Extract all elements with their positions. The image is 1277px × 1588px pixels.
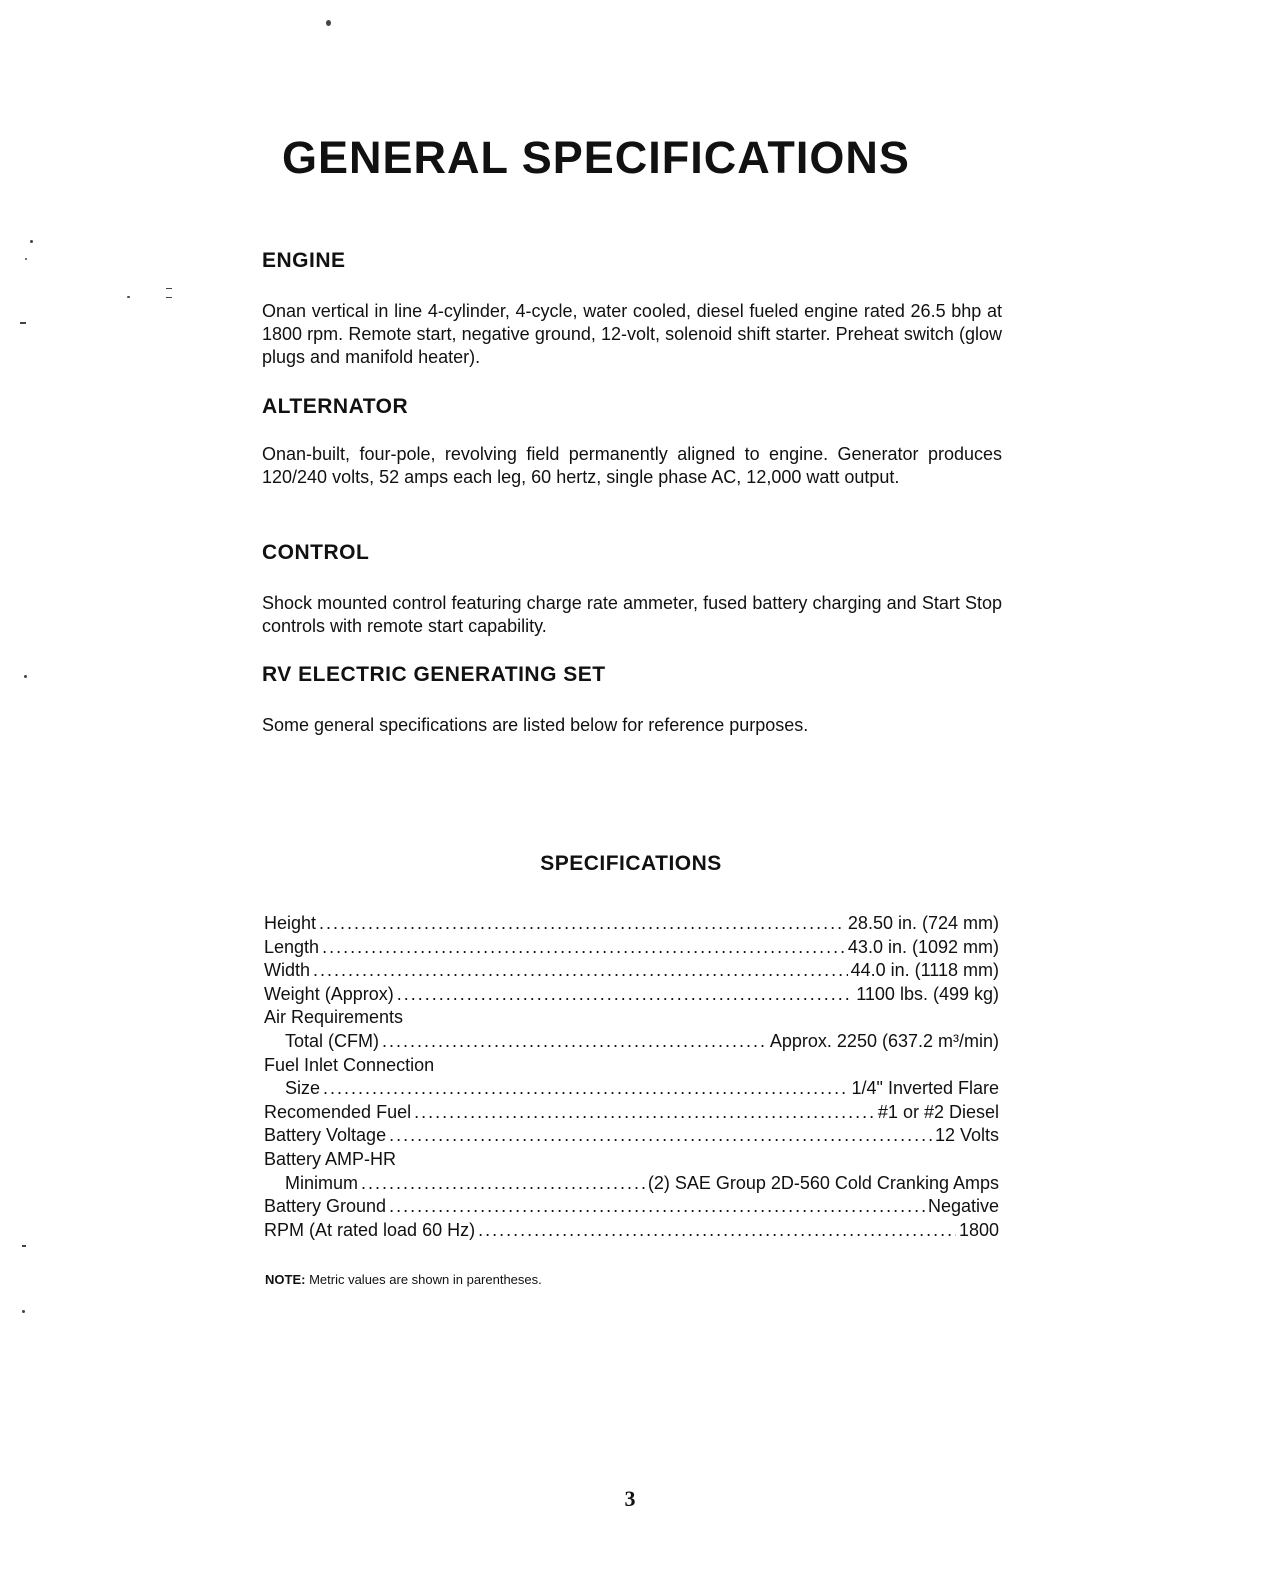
spec-label: Battery Ground [264, 1196, 387, 1217]
spec-value: 44.0 in. (1118 mm) [850, 960, 999, 981]
page-title: GENERAL SPECIFICATIONS [282, 132, 910, 183]
section-alternator [262, 394, 1002, 489]
spec-label: RPM (At rated load 60 Hz) [264, 1219, 476, 1240]
spec-value: 43.0 in. (1092 mm) [847, 936, 999, 957]
scan-speck [166, 288, 172, 289]
dot-leader [319, 912, 845, 936]
dot-leader [397, 983, 854, 1007]
dot-leader [313, 959, 848, 983]
section-body-rv: Some general specifications are listed below for reference purposes. [262, 715, 809, 735]
scan-speck [24, 675, 27, 678]
spec-label: Length [264, 936, 320, 957]
scan-speck [127, 296, 130, 298]
spec-label: Height [264, 913, 317, 933]
section-heading-control: CONTROL [262, 541, 370, 564]
scan-speck [25, 258, 27, 260]
spec-label: Battery Voltage [264, 1125, 387, 1146]
scan-speck [166, 297, 172, 298]
spec-row-width [264, 959, 999, 983]
spec-label: Weight (Approx) [264, 983, 394, 1004]
spec-value: 1800 [958, 1219, 999, 1240]
spec-row-recommended-fuel [264, 1101, 999, 1125]
section-heading-alternator: ALTERNATOR [262, 395, 409, 418]
metric-note [265, 1271, 542, 1289]
section-heading-rv: RV ELECTRIC GENERATING SET [262, 663, 606, 686]
spec-value: 1100 lbs. (499 kg) [856, 983, 999, 1004]
dot-leader [382, 1030, 767, 1054]
dot-leader [361, 1172, 645, 1196]
spec-row-battery-minimum [264, 1172, 999, 1196]
spec-row-length [264, 936, 999, 960]
spec-row-fuel-size [264, 1077, 999, 1101]
spec-row-weight [264, 983, 999, 1007]
section-heading-engine: ENGINE [262, 249, 346, 272]
spec-label: Width [264, 960, 311, 981]
spec-value: 1/4" Inverted Flare [851, 1078, 999, 1099]
spec-row-air-requirements [264, 1006, 999, 1030]
spec-row-battery-ground [264, 1195, 999, 1219]
section-body-alternator: Onan-built, four-pole, revolving field permanently aligned to engine. Generator produces 120/240 volts, 52 amps each leg, 60 hertz, single phase AC, 12,000 watt output. [262, 444, 1002, 487]
spec-value: Approx. 2250 (637.2 m³/min) [769, 1030, 999, 1051]
scan-speck [22, 1245, 26, 1247]
specifications-list [264, 912, 999, 1242]
section-body-engine: Onan vertical in line 4-cylinder, 4-cycle, water cooled, diesel fueled engine rated 26.5 bhp at 1800 rpm. Remote start, negative ground, 12-volt, solenoid shift starter. Preheat switch (glow plugs and manifold heater). [262, 301, 1002, 367]
note-text: Metric values are shown in parentheses. [309, 1272, 542, 1287]
scan-speck [326, 20, 331, 26]
spec-value: 28.50 in. (724 mm) [847, 913, 999, 933]
section-rv-generating-set [262, 662, 1002, 737]
dot-leader [322, 936, 845, 960]
spec-label: Size [285, 1078, 321, 1099]
spec-label: Fuel Inlet Connection [264, 1054, 435, 1075]
dot-leader [389, 1124, 932, 1148]
section-body-control: Shock mounted control featuring charge rate ammeter, fused battery charging and Start Stop controls with remote start capability. [262, 593, 1002, 636]
spec-row-battery-voltage [264, 1124, 999, 1148]
spec-value: #1 or #2 Diesel [877, 1101, 999, 1122]
spec-row-rpm [264, 1219, 999, 1243]
spec-label: Minimum [285, 1172, 359, 1193]
spec-value: 12 Volts [934, 1125, 999, 1146]
spec-label: Air Requirements [264, 1007, 404, 1028]
note-label: NOTE: [265, 1272, 306, 1287]
spec-row-total-cfm [264, 1030, 999, 1054]
spec-row-height [264, 912, 999, 936]
spec-value: (2) SAE Group 2D-560 Cold Cranking Amps [647, 1172, 999, 1193]
specifications-title: SPECIFICATIONS [540, 852, 722, 875]
section-control [262, 540, 1002, 638]
spec-label: Recomended Fuel [264, 1101, 412, 1122]
spec-label: Battery AMP-HR [264, 1148, 397, 1169]
spec-value: Negative [927, 1196, 999, 1217]
dot-leader [323, 1077, 849, 1101]
scan-speck [22, 1310, 25, 1313]
dot-leader [389, 1195, 925, 1219]
scan-speck [20, 322, 26, 324]
dot-leader [478, 1219, 956, 1243]
spec-row-battery-amp-hr [264, 1148, 999, 1172]
scan-speck [30, 240, 33, 243]
spec-label: Total (CFM) [285, 1030, 379, 1051]
page-number: 3 [624, 1486, 636, 1511]
dot-leader [414, 1101, 875, 1125]
spec-row-fuel-inlet [264, 1054, 999, 1078]
section-engine [262, 248, 1002, 369]
